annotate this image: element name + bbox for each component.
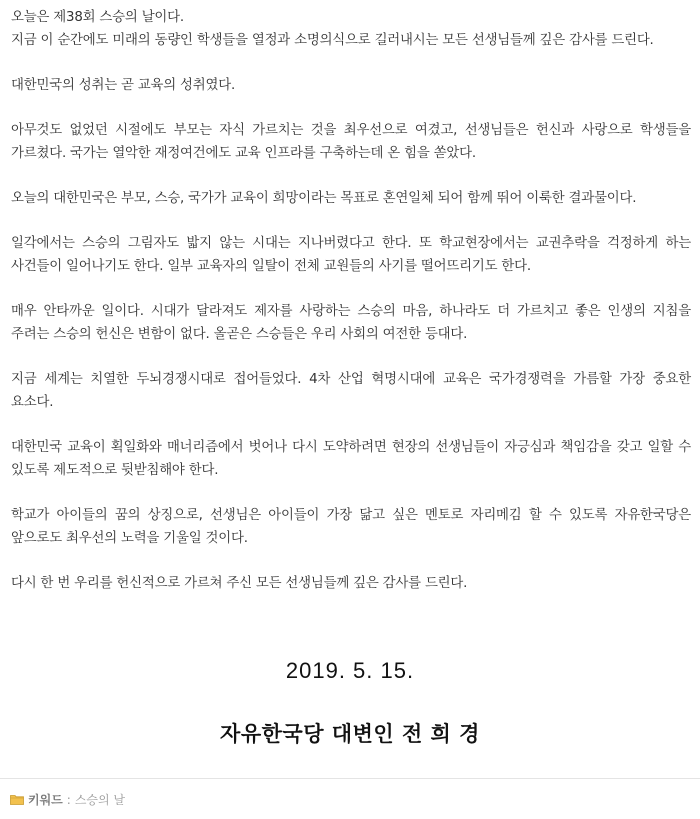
- paragraph-6: 일각에서는 스승의 그림자도 밟지 않는 시대는 지나버렸다고 한다. 또 학교현장에서는 교권추락을 걱정하게 하는 사건들이 일어나기도 한다. 일부 교육자의 일탈이 전체 교원들의 사기를 떨어뜨리기도 한다.: [11, 236, 691, 274]
- statement-date: 2019. 5. 15.: [285, 658, 415, 683]
- paragraph-4: 아무것도 없었던 시절에도 부모는 자식 가르치는 것을 최우선으로 여겼고, 선생님들은 헌신과 사랑으로 학생들을 가르쳤다. 국가는 열악한 재정여건에도 교육 인프라를 구축하는데 온 힘을 쏟았다.: [11, 123, 691, 161]
- paragraph-3: 대한민국의 성취는 곧 교육의 성취였다.: [11, 78, 236, 93]
- spokesperson-signature: 자유한국당 대변인 전 희 경: [220, 722, 480, 746]
- paragraph-10: 학교가 아이들의 꿈의 상징으로, 선생님은 아이들이 가장 닮고 싶은 멘토로 자리메김 할 수 있도록 자유한국당은 앞으로도 최우선의 노력을 기울일 것이다.: [11, 508, 691, 546]
- paragraph-8: 지금 세계는 치열한 두뇌경쟁시대로 접어들었다. 4차 산업 혁명시대에 교육은 국가경쟁력을 가름할 가장 중요한 요소다.: [11, 372, 691, 410]
- keyword-separator: :: [66, 792, 71, 807]
- keyword-row: [10, 791, 125, 808]
- article-body: [11, 6, 691, 617]
- keyword-link[interactable]: 스승의 날: [74, 793, 126, 807]
- footer-divider: [0, 778, 700, 779]
- paragraph-9: 대한민국 교육이 획일화와 매너리즘에서 벗어나 다시 도약하려면 현장의 선생님들이 자긍심과 책임감을 갖고 일할 수 있도록 제도적으로 뒷받침해야 한다.: [11, 440, 691, 478]
- paragraph-11: 다시 한 번 우리를 헌신적으로 가르쳐 주신 모든 선생님들께 깊은 감사를 드린다.: [11, 576, 468, 591]
- paragraph-7: 매우 안타까운 일이다. 시대가 달라져도 제자를 사랑하는 스승의 마음, 하나라도 더 가르치고 좋은 인생의 지침을 주려는 스승의 헌신은 변함이 없다. 올곧은 스승들은 우리 사회의 여전한 등대다.: [11, 304, 691, 342]
- keyword-label: 키워드: [28, 793, 63, 807]
- opening-block: [11, 6, 691, 52]
- paragraph-1: 오늘은 제38회 스승의 날이다.: [11, 10, 184, 25]
- paragraph-5: 오늘의 대한민국은 부모, 스승, 국가가 교육이 희망이라는 목표로 혼연일체 되어 함께 뛰어 이룩한 결과물이다.: [11, 191, 637, 206]
- folder-icon: [10, 794, 24, 805]
- paragraph-2: 지금 이 순간에도 미래의 동량인 학생들을 열정과 소명의식으로 길러내시는 모든 선생님들께 깊은 감사를 드린다.: [11, 33, 654, 48]
